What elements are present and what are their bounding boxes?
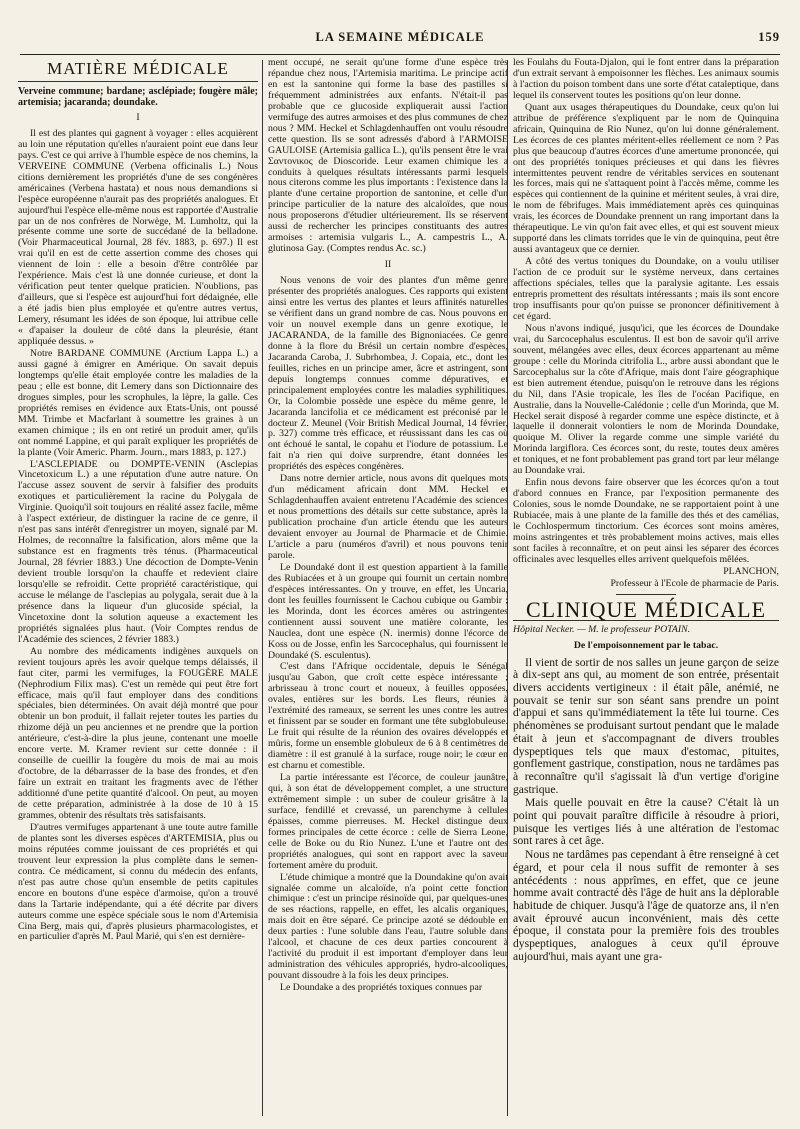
page-number: 159 [758,29,780,44]
section-number: II [384,259,392,271]
separator [616,594,676,595]
paragraph: Nous venons de voir des plantes d'un même genre présenter des propriétés analogues. Ces rapports qui existent ainsi entre les vertus des plantes et leurs affinités naturelles se vérifient dans un grand nombre de cas. Nous pouvons en voir un nouvel exemple dans un genre exotique, le JACARANDA, de la famille des Bignoniacées. Ce genre donne à la flore du Brésil un certain nombre d'espèces, Jacaranda Caroba, J. Subrhombea, J. Copaia, etc., dont les feuilles, riches en un principe amer, âcre et astringent, sont depuis longtemps connues comme dépuratives, et principalement employées contre les maladies syphilitiques. Or, la Colombie possède une espèce du même genre, le Jacaranda lancifolia et ce médicament est préconisé par le docteur Z. Meunel (Voir British Medical Journal, 14 février, p. 327) comme très efficace, et réussissant dans les cas où ont échoué le santal, le copahu et l'iodure de potassium. Le fait n'a rien qui doive surprendre, étant données les propriétés des espèces congénères. [268,275,508,473]
journal-title: LA SEMAINE MÉDICALE [315,29,485,44]
column-3 [513,58,779,1118]
column-divider [262,60,263,1116]
paragraph: Le Doundaké dont il est question appartient à la famille des Rubiacées et à un groupe qui fournit un certain nombre d'espèces intéressantes. On y trouve, en effet, les Uncaria, dont les feuilles fournissent le Cachou cubique ou Gambir ; les Morinda, dont les écorces amères ou astringentes contiennent aussi souvent une matière colorante, les Nauclea, dont une espèce (N. inermis) donne l'écorce de Koss ou de Josse, enfin les Sarcocephalus, qui fournissent le Doundaké (S. esculentus). [268,561,508,661]
paragraph: Il est des plantes qui gagnent à voyager : elles acquièrent au loin une réputation qu'elles n'auraient point eue dans leur pays. C'est ce qui arrive à l'humble espèce de nos chemins, la VERVEINE COMMUNE (Verbena officinalis L.) Nous citions dernièrement les propriétés d'une de ses congénères américaines (Verbena hastata) et nous nous demandions si l'espèce européenne n'aurait pas des propriétés analogues. Et aujourd'hui l'espèce elle-même nous est rapportée d'Australie par un de nos confrères de Norwège, M. Lumholtz, qui la présente comme une sorte de succédané de la belladone. (Voir Pharmaceutical Journal, 28 fév. 1883, p. 697.) Il est vrai qu'il en est de cette assertion comme des choses qui viennent de loin : elle a besoin d'être contrôlée par l'expérience. Mais c'est là une donnée curieuse, et dont la vérification peut tenter quelque praticien. N'oublions, pas d'ailleurs, que si l'espèce est aujourd'hui fort dédaignée, elle a été jadis bien plus employée et qu'entre autres vertus, Lemery, résumant les idées de son époque, lui attribue celle « d'apaiser la douleur de côté dans la pleurésie, étant appliquée dessus. » [18,127,258,348]
paragraph: Nous n'avons indiqué, jusqu'ici, que les écorces de Doundake vrai, du Sarcocephalus esculentus. Il est bon de savoir qu'il arrive souvent, mélangées avec elles, deux écorces appartenant au même groupe : celle du Morinda citrifolia L., arbre aussi abondant que le Sarcocephalus sur la côte d'Afrique, mais dont l'aire géographique est bien autrement étendue, puisqu'on le retrouve dans les régions du Nil, dans l'Asie tropicale, les îles de l'océan Pacifique, en Australie, dans la Nouvelle-Calédonie ; celle d'un Morinda, que M. Heckel serait disposé à regarder comme une espèce distincte, et à laquelle il donnerait volontiers le nom de Morinda Doundake, quoique M. Oliver la regarde comme une simple variété du Morinda largiflora. Ces écorces sont, du reste, toutes deux amères et toniques, et ne font probablement pas grand tort par leur mélange au Doundake vrai. [513,322,779,477]
title-rule [18,81,258,82]
paragraph: L'étude chimique a montré que la Doundakine qu'on avait signalée comme un alcaloïde, n'a point cette fonction chimique : c'est un principe résinoïde qui, par quelques-unes de ses réactions, rappelle, en effet, les alcalis organiques, mais doit en être séparé. Ce principe azoté se dédouble en deux parties : l'une soluble dans l'eau, l'autre soluble dans l'alcool, et chacune de ces deux parties concourent à l'activité du produit il est important d'employer dans leur administration des véhicules appropriés, hydro-alcooliques, pouvant dissoudre à la fois les deux principes. [268,871,508,982]
paragraph: C'est dans l'Afrique occidentale, depuis le Sénégal jusqu'au Gabon, que croît cette espèce intéressante ; arbrisseau à tronc court et noueux, à feuilles opposées, ovales, entières sur les bords. Les fleurs, réunies à l'extrémité des rameaux, se serrent les unes contre les autres et finissent par se souder en formant une tête subglobuleuse. Le fruit qui résulte de la réunion des ovaires développés et mûris, forme un ensemble globuleux de 6 à 8 centimètres de diamètre : il est granulé à la surface, rouge noir; le cœur en est charnu et comestible. [268,661,508,772]
column-1 [18,58,258,1118]
paragraph: Dans notre dernier article, nous avons dit quelques mots d'un médicament africain dont MM. Heckel et Schlagdenhauffen avaient entretenu l'Académie des sciences et nous promettions des détails sur cette substance, après la publication prochaine d'un article étendu que les auteurs devaient envoyer au Journal de Pharmacie et de Chimie. L'article a paru (numéros d'avril) et nous pouvons tenir parole. [268,473,508,561]
author-signature: PLANCHON, [723,565,779,577]
paragraph: Au nombre des médicaments indigènes auxquels on revient toujours après les avoir quelque temps délaissés, il faut citer, parmi les vermifuges, la FOUGÈRE MALE (Nephrodium Filix mas). C'est un remède qui peut être fort efficace, mais qu'il faut employer dans des conditions spéciales, bien déterminées. On avait déjà montré que pour obtenir un bon produit, il fallait rejeter toutes les parties du rhizome déjà un peu anciennes et ne prendre que la portion antérieure, c'est-à-dire la plus jeune, contenant une moelle encore verte. M. Kramer revient sur cette donnée : il conseille de cueillir la fougère du mois de mai au mois d'octobre, de la débarrasser de la base des frondes, et d'en faire un extrait en traitant les fragments avec de l'éther additionné d'une petite quantité d'alcool. On peut, au moyen de cette préparation, administrée à la dose de 10 à 15 grammes, obtenir des résultats très satisfaisants. [18,645,258,821]
paragraph: Quant aux usages thérapeutiques du Doundake, ceux qu'on lui attribue de préférence s'expliquent par le nom de Quinquina africain, Quinquina de Rio Nunez, qu'on lui donne généralement. Les écorces de ces plantes méritent-elles réellement ce nom ? Pas plus que beaucoup d'autres écorces d'une amertume prononcée, qui ont des propriétés toniques précieuses et qui dans les fièvres intermittentes peuvent rendre de véritables services en soutenant les forces, mais qui ne s'attaquent point à l'accès même, comme les espèces qui contiennent de la quinine et méritent seules, à vrai dire, le nom de fébrifuges. Mais immédiatement après ces quinquinas vrais, les écorces de Doundake prennent un rang important dans la thérapeutique. Le vin qu'on fait avec elles, et qui est souvent mieux supporté dans les climats torrides que le vin de quinquina, peut être aussi avantageux que ce dernier. [513,101,779,256]
article-subtitle: Verveine commune; bardane; asclépiade; fougère mâle; artemisia; jacaranda; doundake. [18,85,258,108]
section-number: I [136,111,140,123]
paragraph: Le Doundake a des propriétés toxiques connues par [280,982,483,994]
section-title: CLINIQUE MÉDICALE [525,596,767,622]
paragraph: La partie intéressante est l'écorce, de couleur jaunâtre, qui, à son état de développement complet, a une structure extrêmement simple : un suber de couleur grisâtre à la surface, fendillé et crevassé, un parenchyme à cellules épaisses, comme pierreuses. M. Heckel distingue deux formes principales de cette écorce : celle de Sierra Leone, celle de Boke ou du Rio Nunez. L'une et l'autre ont des propriétés analogues, qui sont en rapport avec la saveur fortement amère du produit. [268,772,508,871]
author-title: Professeur à l'Ecole de pharmacie de Paris. [610,577,779,589]
paragraph: les Foulahs du Fouta-Djalon, qui le font entrer dans la préparation d'un extrait servant à empoisonner les flèches. Les animaux soumis à l'action du poison tombent dans une sorte d'état cataleptique, dans lequel ils conservent toutes les positions qu'on leur donne. [513,58,779,101]
paragraph: Mais quelle pouvait en être la cause? C'était là un point qui pouvait paraître difficile à résoudre à priori, puisque les vertiges liés à une altération de l'estomac sont rares à cet âge. [513,796,779,848]
page-header [20,20,780,55]
paragraph: Notre BARDANE COMMUNE (Arctium Lappa L.) a aussi gagné à émigrer en Amérique. On savait depuis longtemps qu'elle était employée contre les maladies de la peau ; elle est bonne, dit Lemery dans son Dictionnaire des drogues simples, pour les scrophules, la lèpre, la galle. Ces propriétés remises en évidence aux Etats-Unis, ont poussé MM. Trimbe et Macfarlant à soumettre les graines à un examen chimique ; ils en ont retiré un produit amer, qu'ils ont nommé Lappine, et qui paraît expliquer les propriétés de la plante (Voir Americ. Pharm. Journ., mars 1883, p. 127.) [18,347,258,458]
paragraph: Enfin nous devons faire observer que les écorces qu'on a tout d'abord connues en France, par l'exposition permanente des Colonies, sous le nomde Doundake, ne se rapportaient point à une Rubiacée, mais à une plante de la famille des thés et des camélias, le Cochlospermum tinctorium. Ces écorces sont moins amères, moins astringentes et très probablement moins actives, mais elles sont faciles à reconnaître, et on peut ainsi les séparer des écorces officinales avec lesquelles elles arrivent quelquefois mêlées. [513,477,779,565]
column-2 [268,58,508,1118]
paragraph: Il vient de sortir de nos salles un jeune garçon de seize à dix-sept ans qui, au moment de son entrée, présentait divers accidents vertigineux : il était pâle, anémié, ne pouvait se tenir sur son séant sans prendre un point d'appui et sans qu'immédiatement la tête lui tourne. Ces phénomènes se produisant surtout pendant que le malade était à jeun et s'accompagnant de divers troubles dyspeptiques tels que maux d'estomac, pituites, gonflement gastrique, constipation, nous ne tardâmes pas à reconnaître qu'il s'agissait là d'un vertige d'origine gastrique. [513,655,779,796]
paragraph: L'ASCLEPIADE ou DOMPTE-VENIN (Asclepias Vincetoxicum L.) a une réputation d'une autre nature. On l'accuse assez souvent de servir à falsifier des produits exotiques et particulièrement la racine du Polygala de Virginie. Quoiqu'il soit toujours en réalité assez facile, même à l'aspect extérieur, de distinguer la racine de ce genre, il n'est pas sans intérêt d'enregistrer un moyen, signalé par M. Holmes, de reconnaître la falsification, alors même que la substance est en fragments très ténus. (Pharmaceutical Journal, 28 février 1883.) Une décoction de Dompte-Venin devient trouble lorsqu'on la chauffe et redevient claire lorsqu'elle se refroidit. Cette propriété caractéristique, qui accuse le mélange de l'asclepias au polygala, serait due à la présence dans la liqueur d'un glucoside spécial, la Vincetoxine dont la solution aqueuse a exactement les propriétés signalées plus haut. (Voir Comptes rendus de l'Académie des sciences, 2 février 1883.) [18,458,258,645]
subsection-title: De l'empoisonnement par le tabac. [573,639,719,651]
paragraph: A côté des vertus toniques du Doundake, on a voulu utiliser l'action de ce produit sur le système nerveux, dans certaines affections spéciales, telles que la paralysie agitante. Les essais entrepris promettent des résultats intéressants ; mais ils sont encore trop insuffisants pour qu'on puisse se prononcer définitivement à cet égard. [513,256,779,322]
article-title: MATIÈRE MÉDICALE [47,59,229,78]
paragraph: D'autres vermifuges appartenant à une toute autre famille de plantes sont les diverses espèces d'ARTEMISIA, plus ou moins réputées comme jouissant de ces propriétés et qui trouvent leur expression la plus complète dans le semen-contra. Ce médicament, si connu du médecin des enfants, n'est pas autre chose qu'un ensemble de petits capitules encore en boutons d'une espèce d'armoise, qu'on a trouvé dans la Tartarie indépendante, qui a été décrite par divers auteurs comme une espèce spéciale sous le nom d'Artemisia Cina Berg, mais qui, d'après plusieurs pharmacologistes, et en particulier d'après M. Paul Marié, qui s'en est dernière- [18,821,258,943]
paragraph: Nous ne tardâmes pas cependant à être renseigné à cet égard, et pour cela il nous suffit de remonter à ses antécédents : nous apprîmes, en effet, que ce jeune homme avait contracté dès l'âge de huit ans la déplorable habitude de chiquer. Jusqu'à l'âge de quatorze ans, il n'en avait éprouvé aucun inconvénient, mais dès cette époque, il constata pour la première fois des troubles dyspeptiques, analogues à ceux qu'il éprouve aujourd'hui, mais ayant une gra- [513,848,779,963]
hospital-line: Hôpital Necker. — M. le professeur POTAIN. [513,623,691,635]
paragraph: ment occupé, ne serait qu'une forme d'une espèce très répandue chez nous, l'Artemisia maritima. Le principe actif en est la santonine qui forme la base des pastilles si fréquemment administrées aux enfants. N'était-il pas probable que ce glucoside expliquerait aussi l'action vermifuge des autres armoises et des plus communes de chez nous ? MM. Heckel et Schlagdenhauffen ont voulu résoudre cette question. Ils se sont adressés d'abord à l'ARMOISE GAULOISE (Artemisia gallica L.), qu'ils pensent être le vrai Σαντονικος de Dioscoride. Leur examen chimique les a conduits à quelques résultats intéressants parmi lesquels nous citerons comme les plus importants : l'existence dans la plante d'une certaine proportion de santonine, et celle d'un principe particulier de la nature des alcaloïdes, que nous nous proposerons d'étudier ultérieurement. Ils se réservent aussi de rechercher les principes constituants des autres armoises : artemisia vulgaris L., A. campestris L., A. glutinosa Gay. (Comptes rendus Ac. sc.) [268,58,508,255]
